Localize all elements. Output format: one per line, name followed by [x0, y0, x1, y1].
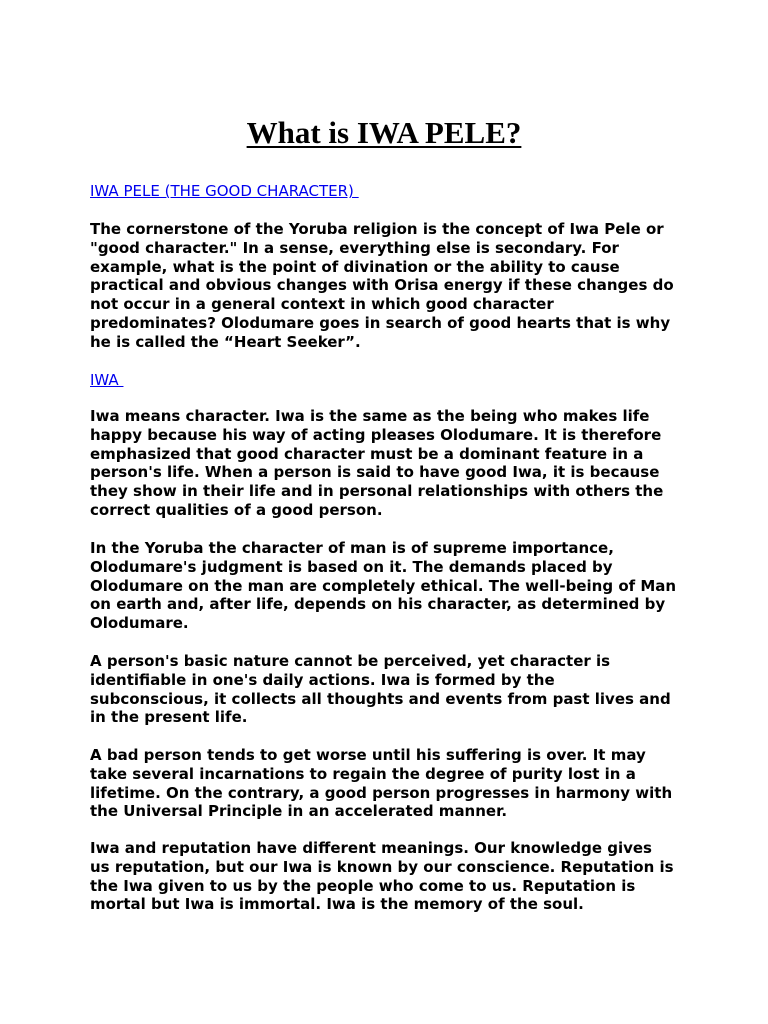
- paragraph-line: A bad person tends to get worse until his suffering is over. It may: [90, 746, 646, 764]
- paragraph-basic-nature: [90, 652, 690, 727]
- paragraph-line: practical and obvious changes with Orisa energy if these changes do: [90, 276, 674, 295]
- paragraph-supreme-importance: [90, 539, 690, 633]
- paragraph-reputation: [90, 839, 690, 914]
- paragraph-line: Olodumare on the man are completely ethical. The well-being of Man: [90, 576, 677, 595]
- paragraph-line: they show in their life and in personal relationships with others the: [90, 482, 664, 501]
- paragraph-line: Olodumare.: [90, 614, 189, 633]
- section-heading-iwa-pele[interactable]: IWA PELE (THE GOOD CHARACTER): [90, 182, 359, 200]
- paragraph-line: example, what is the point of divination or the ability to cause: [90, 257, 620, 276]
- paragraph-line: mortal but Iwa is immortal. Iwa is the memory of the soul.: [90, 895, 584, 914]
- paragraph-line: "good character." In a sense, everything else is secondary. For: [90, 238, 619, 257]
- paragraph-line: A person's basic nature cannot be perceived, yet character is: [90, 652, 611, 670]
- paragraph-line: not occur in a general context in which good character: [90, 295, 554, 314]
- paragraph-line: Olodumare's judgment is based on it. The demands placed by: [90, 557, 613, 576]
- paragraph-line: Iwa and reputation have different meanings. Our knowledge gives: [90, 839, 652, 857]
- paragraph-line: correct qualities of a good person.: [90, 500, 383, 519]
- paragraph-line: Iwa means character. Iwa is the same as the being who makes life: [90, 407, 650, 425]
- paragraph-line: on earth and, after life, depends on his character, as determined by: [90, 595, 666, 614]
- section-heading-iwa[interactable]: IWA: [90, 371, 124, 389]
- paragraph-line: predominates? Olodumare goes in search of good hearts that is why: [90, 313, 671, 332]
- paragraph-line: The cornerstone of the Yoruba religion is the concept of Iwa Pele or: [90, 220, 664, 238]
- paragraph-cornerstone: [90, 220, 690, 352]
- paragraph-line: in the present life.: [90, 708, 248, 727]
- paragraph-line: the Iwa given to us by the people who come to us. Reputation is: [90, 876, 636, 895]
- paragraph-line: us reputation, but our Iwa is known by our conscience. Reputation is: [90, 857, 674, 876]
- paragraph-line: emphasized that good character must be a dominant feature in a: [90, 444, 644, 463]
- paragraph-line: the Universal Principle in an accelerated manner.: [90, 802, 508, 821]
- paragraph-line: subconscious, it collects all thoughts and events from past lives and: [90, 689, 671, 708]
- paragraph-iwa-means-character: [90, 407, 690, 520]
- paragraph-line: he is called the “Heart Seeker”.: [90, 332, 361, 351]
- paragraph-line: happy because his way of acting pleases Olodumare. It is therefore: [90, 425, 662, 444]
- paragraph-line: take several incarnations to regain the degree of purity lost in a: [90, 764, 636, 783]
- paragraph-line: person's life. When a person is said to have good Iwa, it is because: [90, 463, 660, 482]
- paragraph-line: In the Yoruba the character of man is of supreme importance,: [90, 539, 614, 557]
- paragraph-line: identifiable in one's daily actions. Iwa is formed by the: [90, 670, 555, 689]
- paragraph-line: lifetime. On the contrary, a good person progresses in harmony with: [90, 783, 673, 802]
- paragraph-bad-person: [90, 746, 690, 821]
- page-title: What is IWA PELE?: [246, 114, 522, 150]
